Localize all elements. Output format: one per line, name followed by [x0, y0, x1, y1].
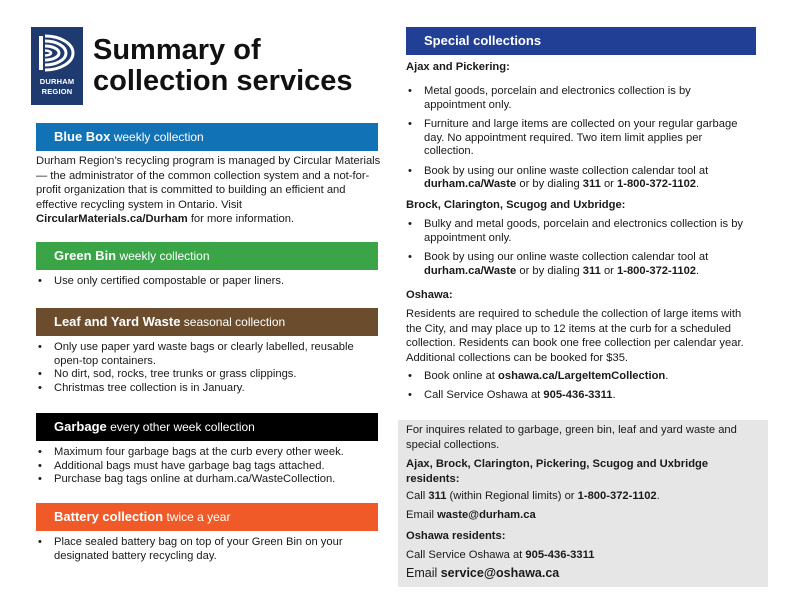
blue-box-header [36, 123, 378, 151]
book-text-end: . [696, 178, 700, 190]
oshawa-phone: 905-436-3311 [543, 388, 613, 401]
book-text: Book by using our online waste collection calendar tool at [424, 164, 709, 177]
inquiries-intro: For inquires related to garbage, green bin, leaf and yard waste and special collections. [406, 424, 737, 451]
oshawa-residents-heading: Oshawa residents: [406, 530, 506, 542]
durham-waste-link[interactable]: durham.ca/Waste [424, 264, 517, 277]
page-title-line2: collection services [93, 65, 353, 97]
list-item: • Christmas tree collection is in January. [36, 382, 381, 396]
leaf-yard-list [36, 341, 381, 395]
phone-311: 311 [582, 178, 601, 190]
phone-311: 311 [582, 264, 601, 277]
leaf-yard-title: Leaf and Yard Waste [54, 314, 181, 329]
email-label: Email [406, 509, 438, 521]
page-title [93, 35, 353, 97]
garbage-title: Garbage [54, 419, 107, 434]
blue-box-title: Blue Box [54, 129, 111, 144]
list-item: • Bulky and metal goods, porcelain and electronics collection is by appointment only. [406, 218, 751, 245]
list-item [406, 370, 751, 384]
email-label: Email [406, 566, 441, 580]
logo-text-durham: DURHAM [39, 77, 75, 86]
region-email-line [406, 508, 536, 523]
special-collections-header [406, 27, 756, 55]
call-text: Call [406, 490, 429, 502]
list-item: • Use only certified compostable or paper liners. [36, 275, 381, 289]
book-text: Book by using our online waste collection calendar tool at [424, 251, 709, 263]
oshawa-phone: 905-436-3311 [525, 549, 595, 561]
green-bin-list [36, 275, 381, 289]
blue-box-text: Durham Region’s recycling program is managed by Circular Materials — the administrator of the common collection system and a not-for-profit organization that is committed to building an efficient and effective recycling system in Ontario. Visit [36, 155, 381, 211]
call-text-end: . [656, 490, 660, 502]
logo-text-region: REGION [41, 87, 73, 96]
book-text-or: or [600, 264, 618, 277]
call-text-mid: (within Regional limits) or [446, 490, 578, 502]
list-item [406, 251, 751, 278]
list-item: • No dirt, sod, rocks, tree trunks or grass clippings. [36, 368, 381, 382]
oshawa-book-end: . [665, 370, 669, 382]
blue-box-description [36, 154, 381, 227]
region-residents-heading: Ajax, Brock, Clarington, Pickering, Scugog and Uxbridge residents: [406, 458, 709, 485]
phone-tollfree: 1-800-372-1102 [617, 264, 697, 277]
green-bin-header [36, 242, 378, 270]
oshawa-email-line [406, 566, 559, 581]
list-item [406, 389, 751, 403]
book-text-end: . [696, 264, 700, 277]
leaf-yard-subtitle: seasonal collection [183, 315, 286, 329]
waste-email-link[interactable]: waste@durham.ca [437, 509, 536, 521]
list-item [406, 165, 751, 192]
garbage-list [36, 446, 381, 487]
book-text-mid: or by dialing [516, 264, 583, 277]
blue-box-subtitle: weekly collection [113, 130, 204, 144]
oshawa-email-link[interactable]: service@oshawa.ca [440, 566, 560, 580]
list-item: • Purchase bag tags online at durham.ca/WasteCollection. [36, 473, 381, 487]
blue-box-link[interactable]: CircularMaterials.ca/Durham [36, 213, 188, 225]
leaf-yard-header [36, 308, 378, 336]
oshawa-list [406, 370, 751, 402]
oshawa-call-line [406, 548, 594, 563]
brock-clarington-list [406, 218, 751, 278]
battery-list [36, 536, 366, 563]
book-text-mid: or by dialing [516, 178, 583, 190]
list-item: • Additional bags must have garbage bag tags attached. [36, 460, 381, 474]
oshawa-book-text: Book online at [424, 370, 499, 382]
oshawa-heading: Oshawa: [406, 289, 453, 301]
phone-tollfree: 1-800-372-1102 [617, 178, 697, 190]
green-bin-subtitle: weekly collection [119, 249, 210, 263]
book-text-or: or [600, 178, 618, 190]
oshawa-call-text: Call Service Oshawa at [424, 388, 544, 401]
durham-arcs-icon [36, 33, 78, 73]
blue-box-text-end: for more information. [187, 213, 295, 225]
special-collections-title: Special collections [424, 33, 542, 48]
oshawa-large-item-link[interactable]: oshawa.ca/LargeItemCollection [498, 370, 666, 382]
battery-title: Battery collection [54, 509, 164, 524]
phone-311: 311 [428, 490, 447, 502]
list-item: • Maximum four garbage bags at the curb every other week. [36, 446, 381, 460]
garbage-subtitle: every other week collection [110, 420, 255, 434]
phone-tollfree: 1-800-372-1102 [577, 490, 657, 502]
list-item: • Metal goods, porcelain and electronics collection is by appointment only. [406, 85, 751, 112]
brock-clarington-heading: Brock, Clarington, Scugog and Uxbridge: [406, 199, 626, 211]
ajax-pickering-heading: Ajax and Pickering: [406, 61, 510, 73]
durham-waste-link[interactable]: durham.ca/Waste [424, 178, 517, 190]
list-item: • Place sealed battery bag on top of your Green Bin on your designated battery recycling day. [36, 536, 366, 563]
list-item: • Furniture and large items are collected on your regular garbage day. No appointment required. Two item limit applies per collection. [406, 118, 751, 159]
garbage-header [36, 413, 378, 441]
green-bin-title: Green Bin [54, 248, 117, 263]
page-title-line1: Summary of [93, 34, 261, 66]
oshawa-call-end: . [612, 388, 616, 401]
list-item: • Only use paper yard waste bags or clearly labelled, reusable open-top containers. [36, 341, 381, 368]
oshawa-description: Residents are required to schedule the collection of large items with the City, and may place up to 12 items at the curb for a scheduled collection. Residents can book one free collection per calendar year. Additional collections can be booked for $35. [406, 308, 744, 364]
battery-header [36, 503, 378, 531]
ajax-pickering-list [406, 85, 751, 192]
battery-subtitle: twice a year [166, 510, 231, 524]
oshawa-call-text: Call Service Oshawa at [406, 549, 526, 561]
region-call-line [406, 489, 761, 504]
durham-region-logo [31, 27, 83, 105]
